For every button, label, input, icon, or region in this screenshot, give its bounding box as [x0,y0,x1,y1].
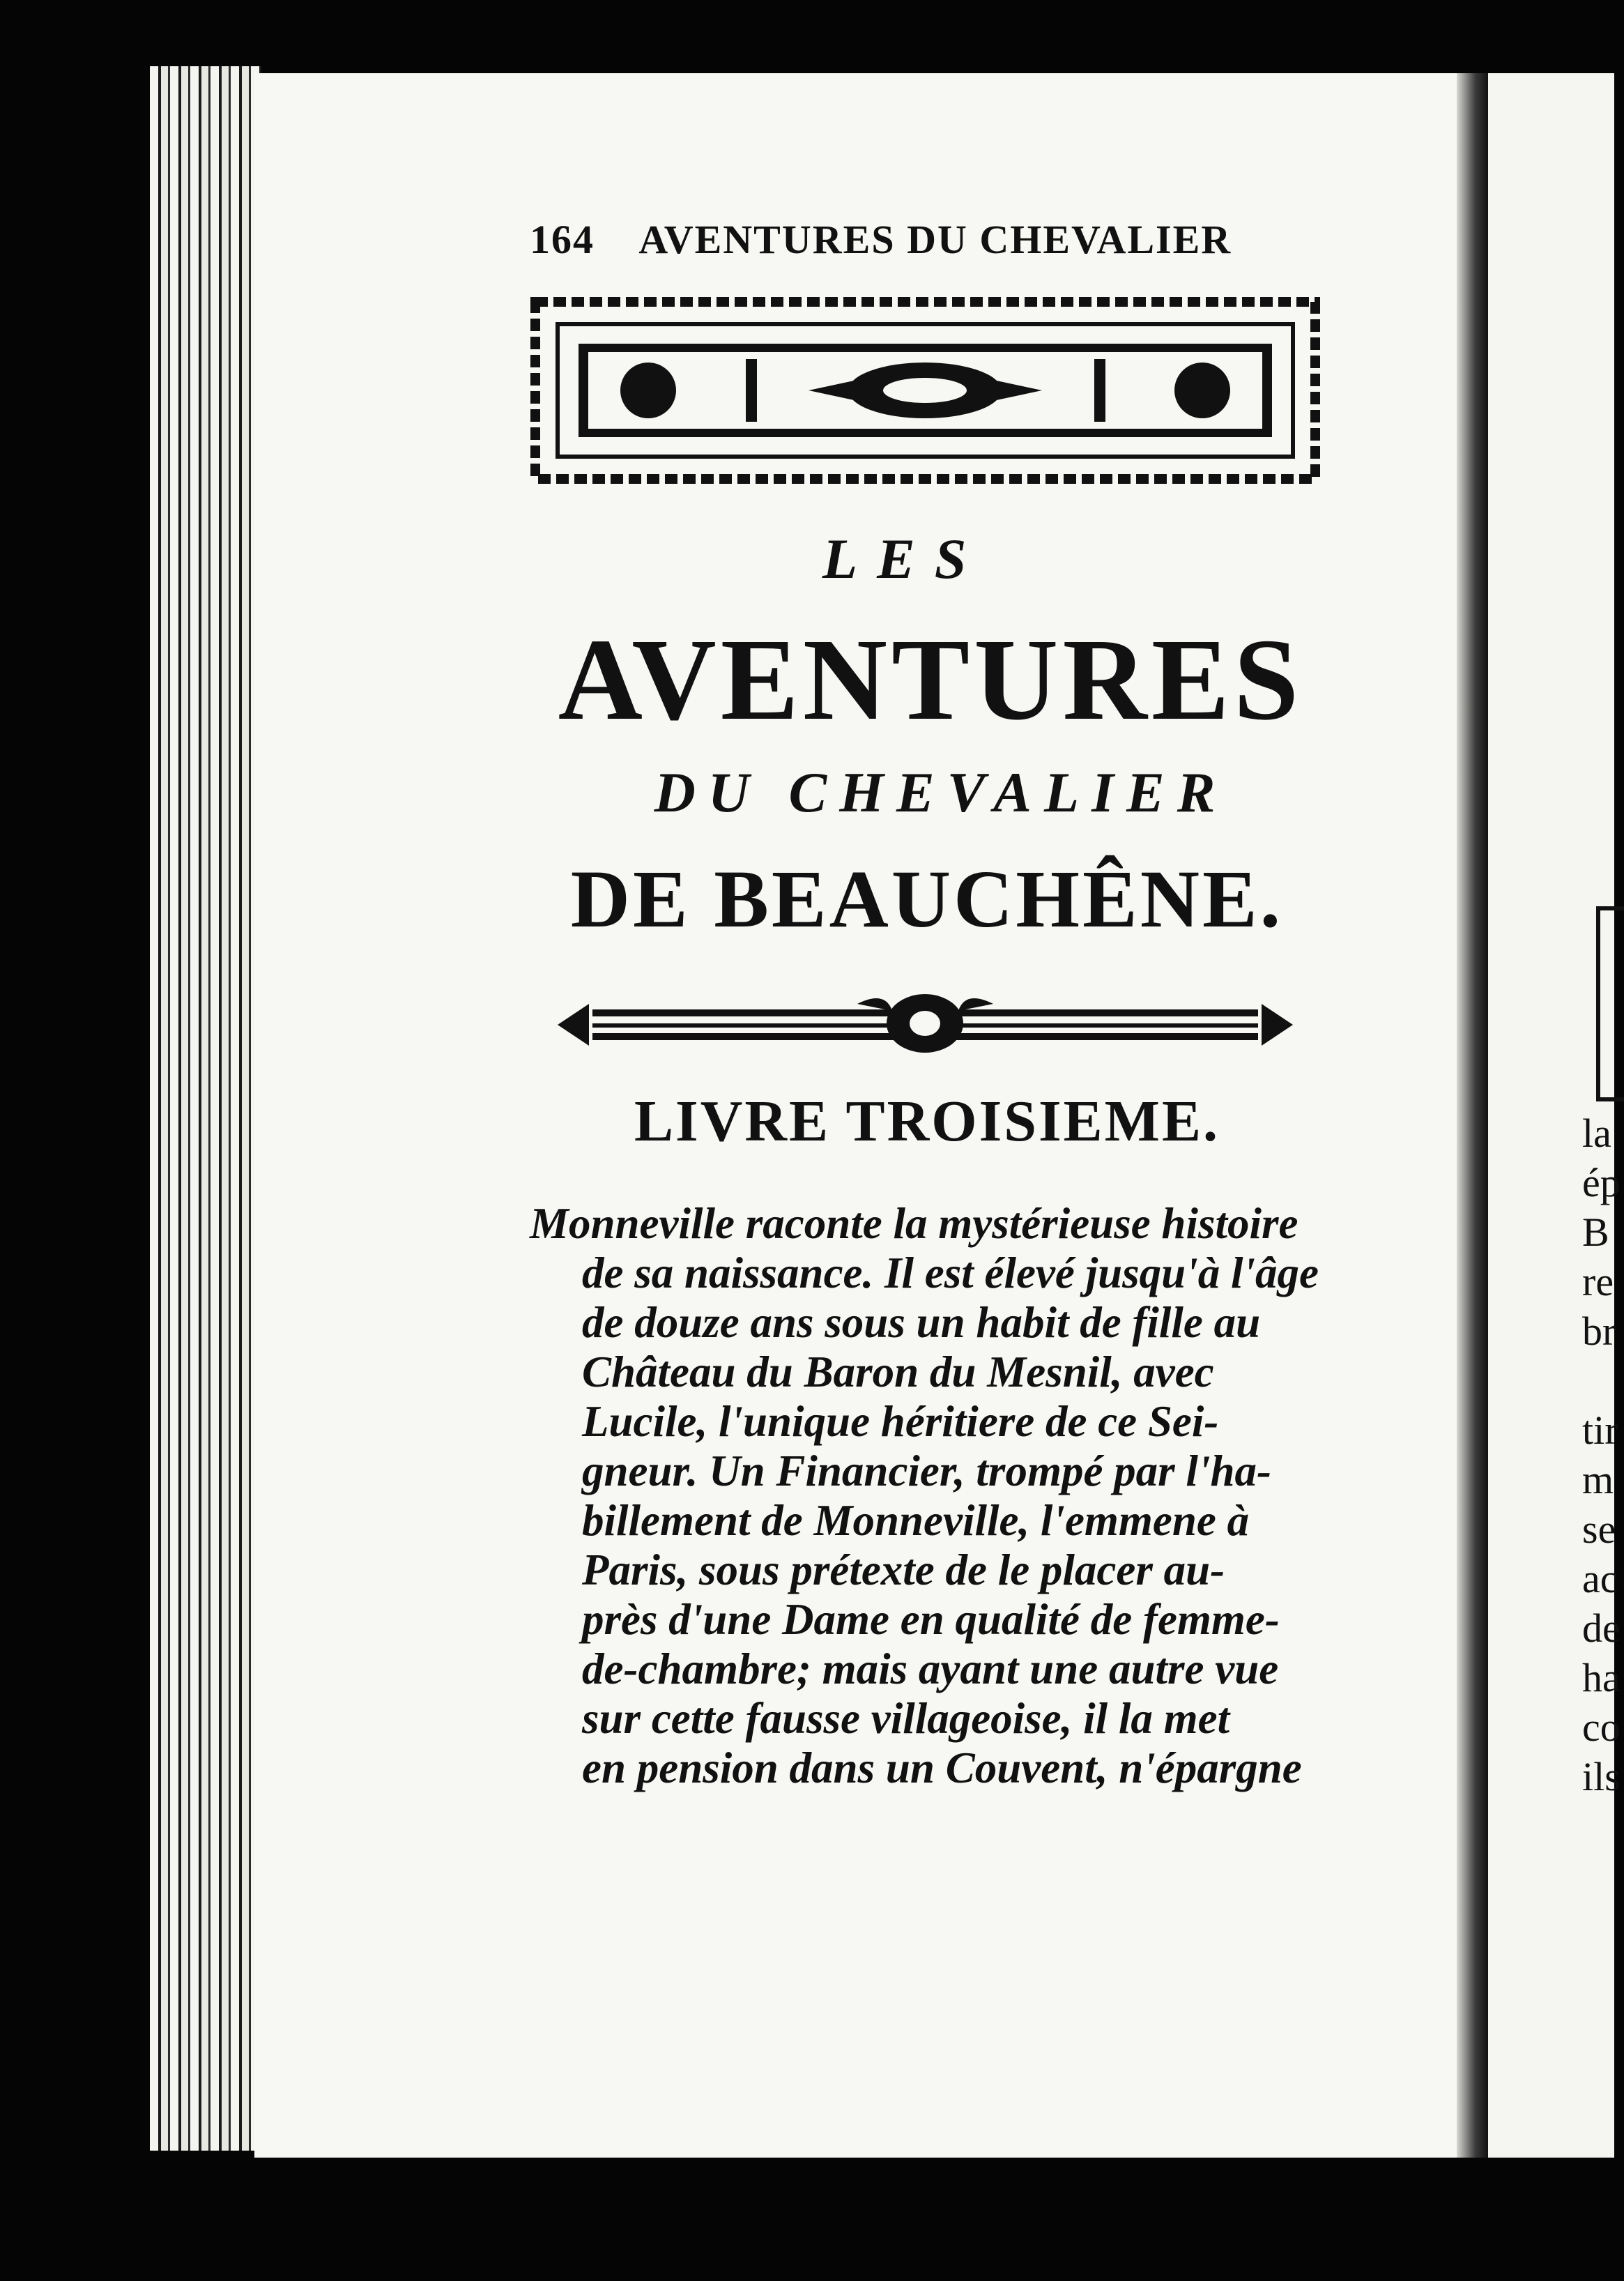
summary-line: Monneville raconte la mystérieuse histoire [530,1199,1299,1248]
facing-line: B [1582,1210,1609,1255]
chapter-heading: LIVRE TROISIEME. [634,1089,1220,1154]
facing-line: re [1582,1259,1614,1304]
facing-page-ornament [1596,906,1624,1101]
summary-line: en pension dans un Couvent, n'épargne [582,1744,1302,1792]
summary-line: de douze ans sous un habit de fille au [582,1298,1261,1347]
ornamental-rule [551,983,1300,1060]
summary-line: Château du Baron du Mesnil, avec [582,1348,1214,1396]
summary-line: Lucile, l'unique héritiere de ce Sei- [582,1397,1219,1446]
facing-line: tir [1582,1407,1618,1453]
facing-line: br [1582,1309,1616,1354]
facing-line: la [1582,1111,1611,1156]
running-head [530,216,1331,272]
book-page-edges [150,66,261,2151]
facing-line: se [1582,1506,1616,1552]
title-aventures: AVENTURES [558,615,1303,745]
summary-line: billement de Monneville, l'emmene à [582,1496,1250,1545]
title-de-beauchene: DE BEAUCHÊNE. [570,853,1284,945]
title-les: LES [822,527,986,590]
facing-line: ép [1582,1160,1621,1205]
summary-line: de-chambre; mais ayant une autre vue [582,1645,1279,1693]
title-du-chevalier: DU CHEVALIER [654,761,1228,824]
summary-line: gneur. Un Financier, trompé par l'ha- [582,1447,1271,1495]
summary-line: de sa naissance. Il est élevé jusqu'à l'âge [582,1249,1319,1297]
facing-line: ha [1582,1655,1621,1700]
facing-line: m [1582,1457,1614,1502]
summary-line: près d'une Dame en qualité de femme- [582,1595,1280,1644]
summary-line: Paris, sous prétexte de le placer au- [582,1546,1225,1594]
facing-line: de [1582,1605,1621,1651]
book-gutter [1457,73,1488,2158]
facing-line: ac [1582,1556,1618,1601]
headpiece-ornament [530,296,1321,485]
page-number: 164 [530,217,595,262]
facing-line: ils [1582,1754,1621,1799]
chapter-summary [530,1199,1331,1799]
summary-line: sur cette fausse villageoise, il la met [582,1694,1230,1743]
facing-page-text [1582,1108,1624,1813]
running-title: AVENTURES DU CHEVALIER [638,217,1232,262]
facing-line: co [1582,1704,1621,1750]
facing-line [1582,1356,1624,1405]
